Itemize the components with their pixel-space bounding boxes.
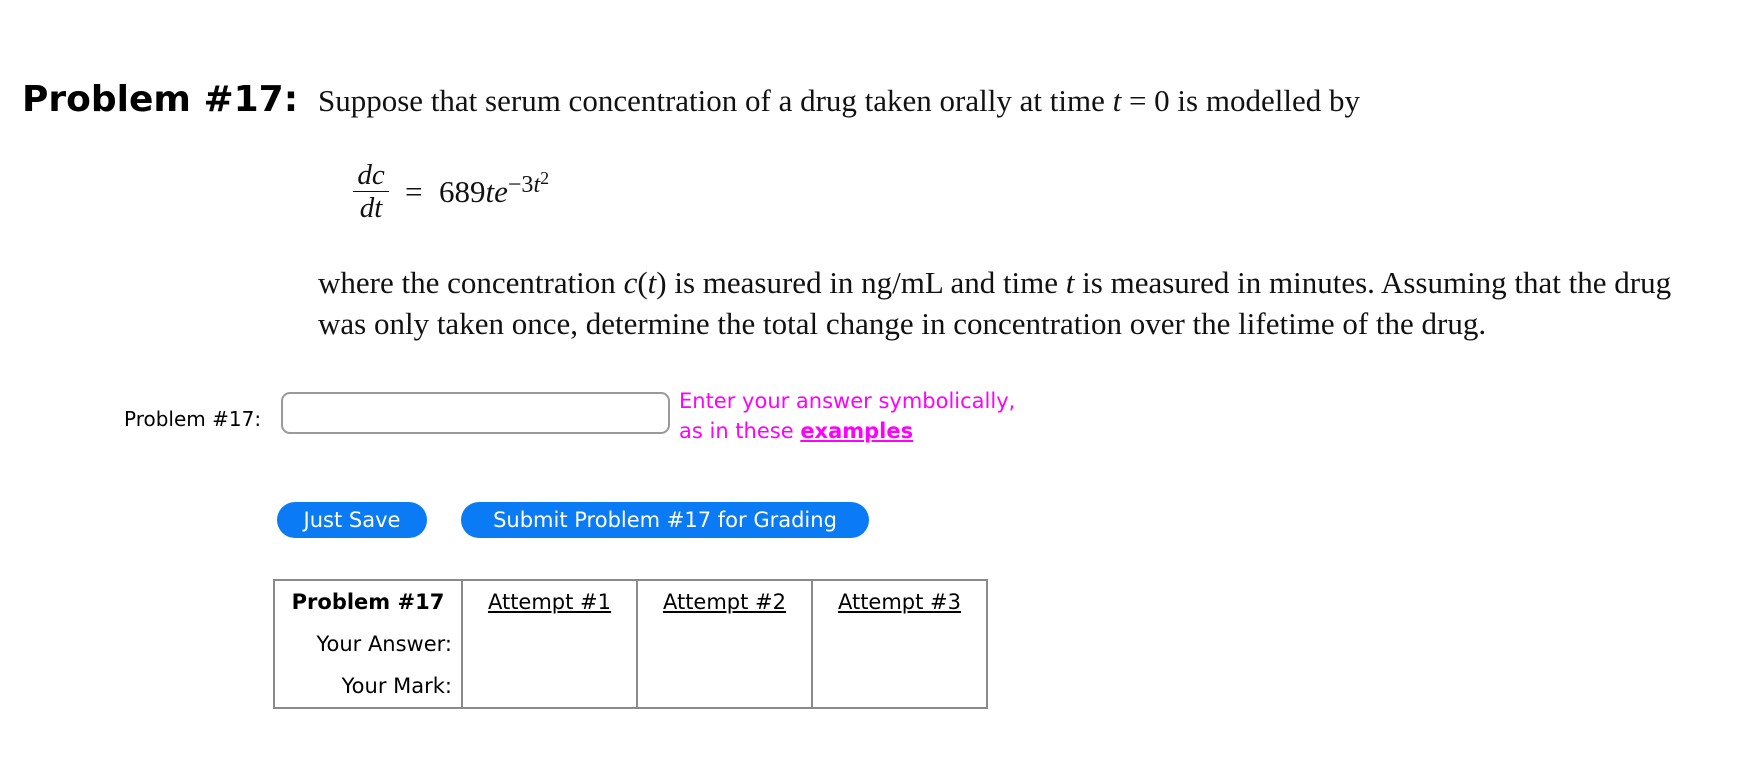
attempt-2-header	[637, 580, 812, 623]
desc-text-b: is measured in ng/mL and time	[666, 265, 1066, 300]
attempt-1-answer-cell	[462, 623, 637, 665]
desc-paren-open: (	[637, 265, 648, 300]
attempts-table-title: Problem #17	[291, 590, 445, 614]
differential-equation	[353, 150, 653, 230]
desc-text-a: where the concentration	[318, 265, 624, 300]
attempt-2-answer-cell	[637, 623, 812, 665]
attempt-3-link[interactable]: Attempt #3	[837, 590, 962, 614]
intro-text-start: Suppose that serum concentration of a drug taken orally at time	[318, 83, 1113, 118]
equals-sign: =	[405, 174, 423, 209]
description-line-2: was only taken once, determine the total change in concentration over the lifetime of the drug.	[318, 306, 1487, 341]
rhs-exponent	[507, 168, 550, 198]
desc-variable-c: c	[623, 265, 638, 300]
equation-rhs	[439, 168, 550, 216]
your-answer-label: Your Answer:	[316, 632, 452, 656]
rhs-variable-t: t	[485, 174, 495, 209]
your-mark-row	[274, 665, 987, 708]
problem-description	[318, 262, 1758, 344]
intro-text-end: = 0 is modelled by	[1121, 83, 1360, 118]
your-mark-label: Your Mark:	[341, 674, 452, 698]
answer-hint	[679, 386, 1015, 446]
attempt-3-mark-cell	[812, 665, 987, 708]
exponent-coefficient: −3	[507, 172, 534, 198]
hint-line-1: Enter your answer symbolically,	[679, 389, 1016, 413]
hint-prefix: as in these	[679, 419, 801, 443]
intro-variable-t: t	[1112, 83, 1122, 118]
submit-for-grading-button[interactable]: Submit Problem #17 for Grading	[461, 502, 869, 538]
desc-text-c: is measured in minutes. Assuming that the drug	[1074, 265, 1672, 300]
desc-variable-t2: t	[1065, 265, 1075, 300]
your-answer-row	[274, 623, 987, 665]
hint-line-2	[679, 416, 1015, 446]
attempt-3-answer-cell	[812, 623, 987, 665]
attempt-1-header	[462, 580, 637, 623]
derivative-fraction	[353, 160, 389, 223]
attempt-2-link[interactable]: Attempt #2	[662, 590, 787, 614]
just-save-button[interactable]: Just Save	[277, 502, 427, 538]
desc-variable-t1: t	[647, 265, 657, 300]
exponent-power: 2	[540, 168, 550, 188]
description-line-1	[318, 262, 1758, 303]
desc-paren-close: )	[656, 265, 667, 300]
attempt-3-header	[812, 580, 987, 623]
fraction-denominator: dt	[359, 192, 383, 224]
examples-link[interactable]: examples	[800, 419, 914, 443]
attempts-table	[273, 579, 988, 709]
exponent-variable-t: t	[533, 172, 541, 198]
fraction-numerator: dc	[357, 159, 385, 191]
rhs-coefficient: 689	[439, 174, 486, 209]
attempt-1-link[interactable]: Attempt #1	[487, 590, 612, 614]
problem-intro	[318, 78, 1360, 124]
answer-label: Problem #17:	[124, 407, 262, 431]
attempts-header-row	[274, 580, 987, 623]
answer-input[interactable]	[281, 392, 670, 434]
rhs-base-e: e	[494, 174, 508, 209]
attempt-2-mark-cell	[637, 665, 812, 708]
problem-heading: Problem #17:	[22, 79, 299, 120]
attempt-1-mark-cell	[462, 665, 637, 708]
